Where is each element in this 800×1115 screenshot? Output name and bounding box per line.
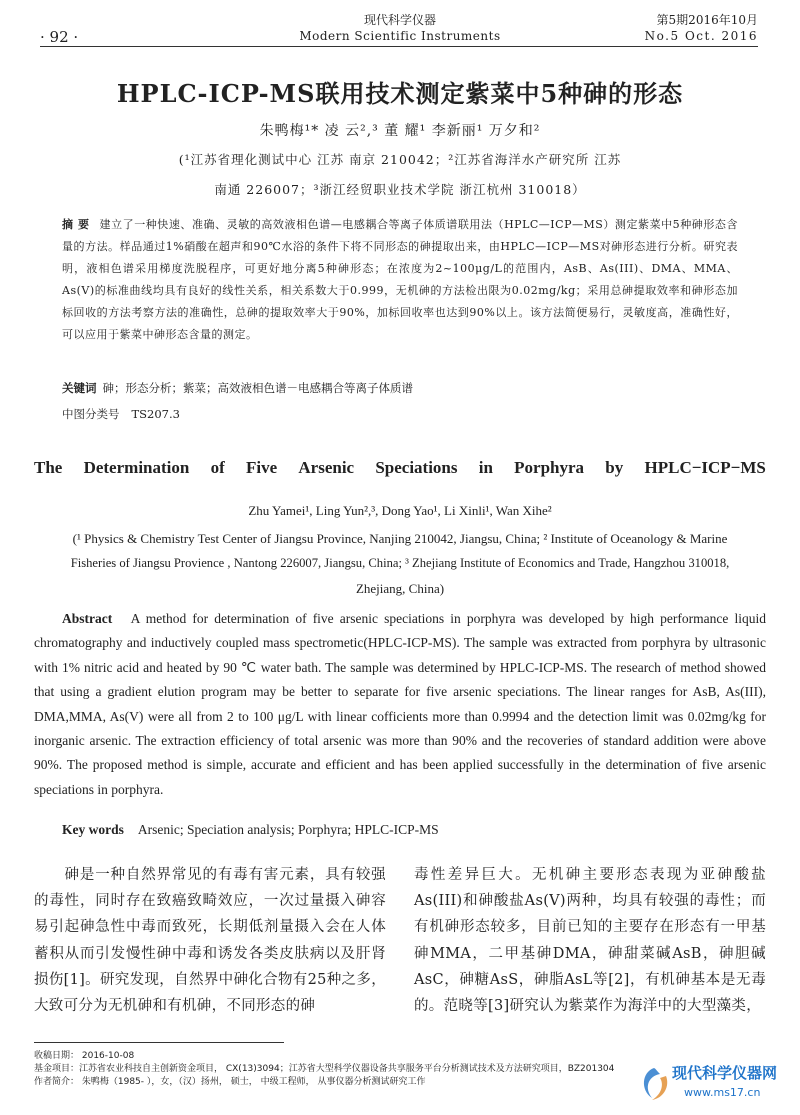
paper-title: HPLC-ICP-MS联用技术测定紫菜中5种砷的形态	[116, 79, 684, 108]
affiliation-en-line2: Fisheries of Jiangsu Provience , Nantong 226007, Jiangsu, China; ³ Zhejiang Institute of Economics and Trade, Hangzhou 310018,	[70, 556, 730, 570]
body-column-right	[414, 862, 766, 1019]
keywords-cn-text: 砷；形态分析；紫菜；高效液相色谱－电感耦合等离子体质谱	[102, 381, 413, 395]
paper-title-en	[34, 458, 766, 478]
title-en-word: Determination	[83, 458, 190, 477]
affiliation-cn-line1: (¹江苏省理化测试中心 江苏 南京 210042；²江苏省海洋水产研究所 江苏	[178, 152, 622, 167]
title-en-word: of	[210, 458, 225, 477]
footnote-received: 收稿日期： 2016-10-08	[34, 1051, 135, 1061]
affiliation-cn-line2: 南通 226007；³浙江经贸职业技术学院 浙江杭州 310018）	[214, 182, 586, 197]
watermark-title: 现代科学仪器网	[672, 1064, 778, 1082]
journal-name-en: Modern Scientific Instruments	[299, 29, 501, 43]
clc-value: TS207.3	[131, 407, 180, 421]
affiliation-en-line1: (¹ Physics & Chemistry Test Center of Jiangsu Province, Nanjing 210042, Jiangsu, China; ² Institute of Oceanology & Marine	[72, 531, 728, 546]
issue-en: No.5 Oct. 2016	[644, 29, 758, 43]
journal-name-cn: 现代科学仪器	[363, 13, 436, 27]
footnote-rule	[34, 1042, 284, 1043]
title-en-word: in	[478, 458, 493, 477]
abstract-cn-label: 摘 要	[62, 218, 90, 231]
keywords-en-text: Arsenic; Speciation analysis; Porphyra; HPLC-ICP-MS	[137, 822, 439, 837]
footnote-funding: 基金项目：江苏省农业科技自主创新资金项目， CX(13)3094；江苏省大型科学仪器设备共享服务平台分析测试技术及方法研究项目，BZ201304	[34, 1064, 615, 1074]
title-en-word: Porphyra	[514, 458, 585, 477]
page-number: · 92 ·	[40, 28, 79, 46]
body-right-text: 毒性差异巨大。无机砷主要形态表现为亚砷酸盐As(III)和砷酸盐As(V)两种，均具有较强的毒性；而有机砷形态较多，目前已知的主要存在形态有一甲基砷MMA，二甲基砷DMA，砷甜菜碱AsB，砷胆碱AsC，砷糖AsS，砷脂AsL等[2]，有机砷基本是无毒的。范晓等[3]研究认为紫菜作为海洋中的大型藻类，	[414, 867, 766, 1015]
abstract-en-text: A method for determination of five arsenic speciations in porphyra was developed by high performance liquid chromatography and inductively coupled mass spectrometic(HPLC-ICP-MS). The sample was extracted from porphyra by ultrasonic with 1% nitric acid and heated by 90 ℃ water bath. The sample was determined by HPLC-ICP-MS. The research of method showed that using a gradient elution program may be better to separate for five arsenic speciations. The linear ranges for AsB, As(III), DMA,MMA, As(V) were all from 2 to 100 μg/L with linear cofficients more than 0.9994 and the detection limit was 0.02mg/kg for inorganic arsenic. The extraction efficiency of total arsenic was more than 90% and the recoveries of standard addition were above 90%. The proposed method is simple, accurate and efficient and has been applied successfully in the determination of five arsenic speciations in porphyra.	[34, 611, 767, 797]
abstract-en	[34, 607, 766, 802]
affiliation-en-line3: Zhejiang, China)	[355, 581, 445, 596]
body-left-text: 砷是一种自然界常见的有毒有害元素，具有较强的毒性，同时存在致癌致畸效应，一次过量摄入砷容易引起砷急性中毒而致死，长期低剂量摄入会在人体蓄积从而引发慢性砷中毒和诱发各类皮肤病以及肝肾损伤[1]。研究发现，自然界中砷化合物有25种之多，大致可分为无机砷和有机砷，不同形态的砷	[34, 867, 386, 1015]
keywords-cn	[62, 380, 738, 396]
abstract-cn	[62, 214, 738, 346]
title-en-word: The	[34, 458, 63, 477]
abstract-cn-text: 建立了一种快速、准确、灵敏的高效液相色谱—电感耦合等离子体质谱联用法（HPLC—ICP—MS）测定紫菜中5种砷形态含量的方法。样品通过1%硝酸在超声和90℃水浴的条件下将不同形态的砷提取出来，由HPLC—ICP—MS对砷形态进行分析。研究表明，液相色谱采用梯度洗脱程序，可更好地分离5种砷形态；在浓度为2~100μg/L的范围内，AsB、As(III)、DMA、MMA、As(V)的标准曲线均具有良好的线性关系，相关系数大于0.999，无机砷的方法检出限为0.02mg/kg；采用总砷提取效率和砷形态加标回收的方法考察方法的准确性，总砷的提取效率大于90%，加标回收率也达到90%以上。该方法简便易行，灵敏度高，准确性好，可以应用于紫菜中砷形态含量的测定。	[62, 218, 738, 341]
watermark-swirl-icon	[634, 1064, 674, 1104]
issue-cn: 第5期2016年10月	[656, 13, 758, 27]
issue-info	[645, 12, 758, 44]
body-column-left	[34, 862, 386, 1019]
watermark-logo	[634, 1060, 784, 1108]
title-en-word: Speciations	[375, 458, 458, 477]
title-en-word: HPLC−ICP−MS	[644, 458, 766, 477]
keywords-en	[62, 822, 766, 838]
title-en-word: Five	[245, 458, 278, 477]
keywords-en-label: Key words	[62, 822, 124, 837]
clc-label: 中图分类号	[62, 407, 120, 421]
abstract-en-label: Abstract	[62, 611, 113, 626]
clc-number	[62, 406, 738, 422]
title-en-word: Arsenic	[298, 458, 355, 477]
watermark-url: www.ms17.cn	[684, 1086, 761, 1099]
footnote-author-bio: 作者简介： 朱鸭梅（1985- ），女，（汉）扬州， 硕士， 中级工程师， 从事仪器分析测试研究工作	[34, 1077, 426, 1087]
authors-en: Zhu Yamei¹, Ling Yun²,³, Dong Yao¹, Li Xinli¹, Wan Xihe²	[248, 503, 552, 518]
keywords-cn-label: 关键词	[62, 381, 97, 395]
title-en-word: by	[605, 458, 624, 477]
authors-cn: 朱鸭梅¹* 凌 云²,³ 董 耀¹ 李新丽¹ 万夕和²	[259, 123, 541, 139]
header-rule	[40, 46, 758, 47]
